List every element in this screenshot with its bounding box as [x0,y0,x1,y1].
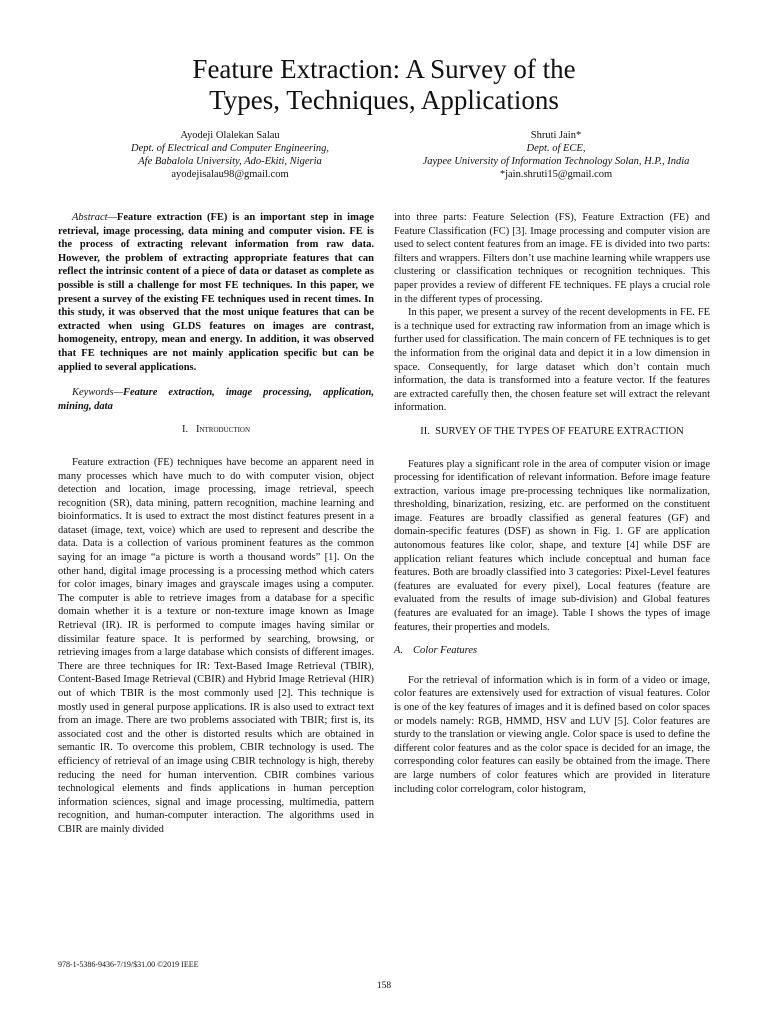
keywords-text: Feature extraction, image processing, application, mining, data [58,387,374,412]
section-number: I. [181,424,189,436]
paragraph-continued: into three parts: Feature Selection (FS), Feature Extraction (FE) and Feature Classification (FC) [3]. Image processing and computer vision are used to select content features from an image. FE is divided into two parts: filters and wrappers. Filters don’t use machine learning while wrappers use clustering or classification techniques or recognition techniques. This paper provides a review of different FE techniques. FE plays a crucial role in the different types of processing. [394,212,710,305]
author-email: *jain.shruti15@gmail.com [499,169,613,180]
abstract [58,211,374,374]
section-heading-survey [394,425,710,439]
color-features-paragraph: For the retrieval of information which is in form of a video or image, color features are extensively used for extraction of visual features. Color is one of the key features of images and it is defined based on color spaces or models namely: RGB, HMMD, HSV and LUV [5]. Color features are sturdy to the translation or viewing angle. Color space is used to define the different color features and as the color space is decided for an image, the corresponding color features can easily be obtained from the image. There are large numbers of color features which are provided in literature including color correlogram, color histogram, [394,674,710,795]
subsection-heading-color-features [394,644,710,658]
section-title: SURVEY OF THE TYPES OF FEATURE EXTRACTION [435,425,684,437]
author-name: Shruti Jain* [530,130,582,141]
title-line-2: Types, Techniques, Applications [209,85,559,115]
author-block-1 [70,129,390,181]
left-column [58,211,374,837]
paper-title [0,54,768,116]
copyright-footer: 978-1-5386-9436-7/19/$31.00 ©2019 IEEE [58,960,199,969]
author-dept: Dept. of ECE, [526,143,586,154]
paragraph-present-survey: In this paper, we present a survey of the recent developments in FE. FE is a technique used for extracting raw information from an image which is further used for classification. The main concern of FE techniques is to get the information from the original data and depict it in a low dimension in space. Consequently, for large dataset which don’t contain much information, the data is transformed into a feature vector. If the features are extracted carefully then, the chosen feature set will extract the relevant information. [394,307,710,414]
abstract-text: Feature extraction (FE) is an important step in image retrieval, image processing, data mining and computer vision. FE is the process of extracting relevant information from raw data. However, the problem of extracting appropriate features that can reflect the intrinsic content of a piece of data or dataset as complete as possible is still a challenge for most FE techniques. In this paper, we present a survey of the existing FE techniques used in recent times. In this study, it was observed that the most unique features that can be extracted when using GLDS features on images are contrast, homogeneity, entropy, mean and energy. In addition, it was observed that FE techniques are not mainly application specific but can be applied to several applications. [58,212,374,373]
section-number: II. [420,425,430,437]
author-org: Jaypee University of Information Technology Solan, H.P., India [422,156,690,167]
title-line-1: Feature Extraction: A Survey of the [192,54,576,84]
author-org: Afe Babalola University, Ado-Ekiti, Nigeria [138,156,322,167]
author-block-2 [396,129,716,181]
keywords-lead: Keywords— [72,387,123,399]
author-email: ayodejisalau98@gmail.com [171,169,289,180]
intro-paragraph: Feature extraction (FE) techniques have become an apparent need in many processes which have much to do with computer vision, object detection and location, image processing, image retrieval, speech recognition (SR), data mining, pattern recognition, machine learning and bioinformatics. It is used to extract the most distinct features present in a dataset (image, text, voice) which are used to represent and describe the data. Data is a collection of various prominent features as the common saying for an image “a picture is worth a thousand words” [1]. On the other hand, digital image processing is a processing method which caters for color images, binary images and grayscale images using a computer. The computer is able to retrieve images from a database for a specific domain whether it is a texture or non-texture image known as Image Retrieval (IR). IR is performed to compute images having similar or dissimilar feature space. It is performed by searching, browsing, or retrieving images from a large database which consists of different images. There are three techniques for IR: Text-Based Image Retrieval (TBIR), Content-Based Image Retrieval (CBIR) and Hybrid Image Retrieval (HIR) out of which TBIR is the most commonly used [2]. This technique is mostly used in general purpose applications. IR is also used to extract text from an image. There are two problems associated with TBIR; first is, its associated cost and the other is distorted results which are obtained in semantic IR. To overcome this problem, CBIR technology is used. The efficiency of retrieval of an image using CBIR technology is high, thereby reducing the need for human intervention. CBIR combines various technological elements and finds applications in human perception information sciences, signal and image processing, multimedia, pattern recognition, and human-computer interaction. The algorithms used in CBIR are mainly divided [58,456,374,835]
section-heading-introduction [58,423,374,437]
subsection-number: A. [394,645,404,657]
keywords [58,386,374,413]
survey-paragraph: Features play a significant role in the area of computer vision or image processing for identification of relevant information. Before image feature extraction, various image pre-processing techniques like normalization, thresholding, binarization, resizing, etc. are performed on the constituent image. Features are broadly classified as general features (GF) and domain-specific features (DSF) as shown in Fig. 1. GF are application autonomous features like color, shape, and texture [4] while DSF are application reliant features which include conceptual and human face features. Both are broadly classified into 3 categories: Pixel-Level features (features are evaluated for every pixel), Local features (feature are evaluated from the results of image sub-division) and Global features (features are evaluated for an image). Table I shows the types of image features, their properties and models. [394,458,710,633]
page-number: 158 [376,981,392,991]
author-name: Ayodeji Olalekan Salau [180,130,280,141]
abstract-lead: Abstract— [72,212,117,223]
right-column [394,211,710,796]
author-dept: Dept. of Electrical and Computer Engineering, [130,143,329,154]
subsection-title: Color Features [413,645,478,657]
section-title: Introduction [195,424,251,436]
